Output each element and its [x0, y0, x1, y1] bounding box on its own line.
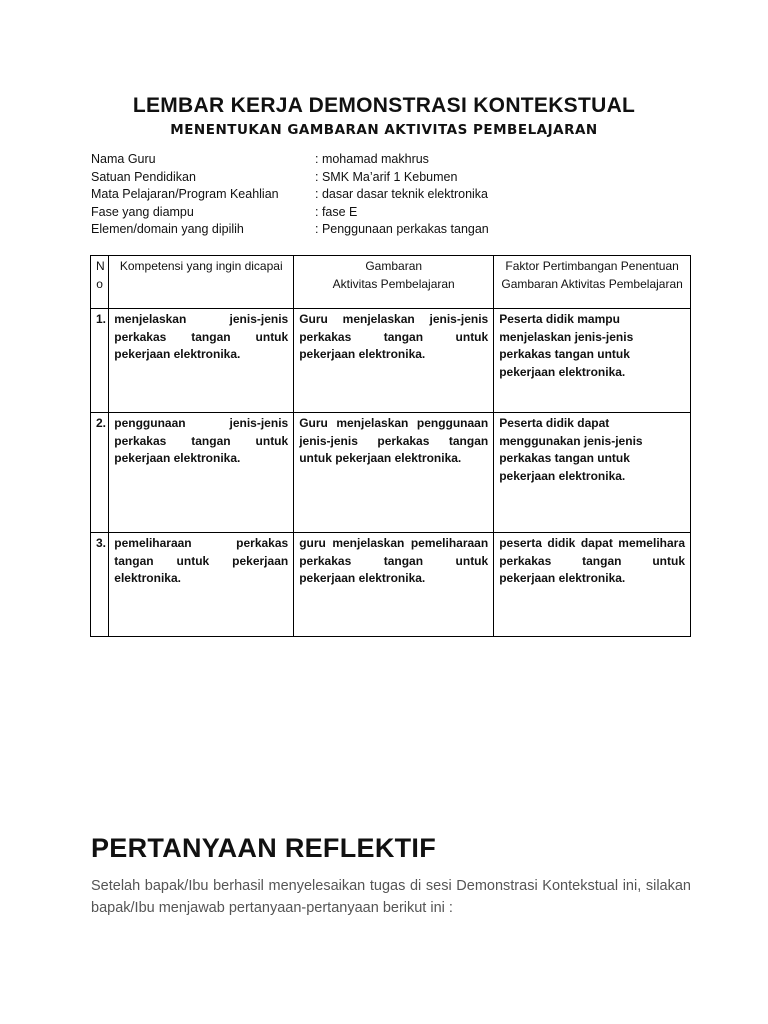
- cell-faktor: peserta didik dapat memelihara perkakas tangan untuk pekerjaan elektronika.: [494, 533, 691, 637]
- row-number: 3.: [91, 533, 109, 637]
- activity-table: [90, 255, 691, 637]
- header-no-line2: o: [96, 276, 103, 291]
- cell-gambaran: Guru menjelaskan penggunaan jenis-jenis perkakas tangan untuk pekerjaan elektronika.: [294, 413, 494, 533]
- reflection-paragraph: Setelah bapak/Ibu berhasil menyelesaikan tugas di sesi Demonstrasi Kontekstual ini, silakan bapak/Ibu menjawab pertanyaan-pertanyaan berikut ini :: [91, 878, 691, 916]
- header-no: [91, 256, 109, 309]
- info-row-elemen: [91, 222, 691, 240]
- header-no-line1: N: [96, 259, 105, 273]
- table-row: [91, 533, 691, 637]
- info-value: : fase E: [315, 204, 358, 219]
- info-value: : dasar dasar teknik elektronika: [315, 187, 489, 201]
- info-label: Elemen/domain yang dipilih: [91, 222, 244, 236]
- table-row: [91, 413, 691, 533]
- row-number: 1.: [91, 309, 109, 413]
- info-row-satuan-pendidikan: [91, 170, 691, 188]
- header-kompetensi: Kompetensi yang ingin dicapai: [109, 256, 294, 309]
- document-title: LEMBAR KERJA DEMONSTRASI KONTEKSTUAL: [132, 94, 636, 117]
- table-header-row: [91, 256, 691, 309]
- info-label: Mata Pelajaran/Program Keahlian: [91, 187, 279, 201]
- info-value: : mohamad makhrus: [315, 152, 429, 166]
- info-label: Fase yang diampu: [91, 204, 194, 219]
- info-row-fase: [91, 205, 691, 223]
- header-gambaran-line1: Gambaran: [365, 259, 423, 273]
- info-value: : SMK Ma’arif 1 Kebumen: [315, 169, 458, 184]
- table-row: [91, 309, 691, 413]
- cell-kompetensi: pemeliharaan perkakas tangan untuk pekerjaan elektronika.: [109, 533, 294, 637]
- info-label: Satuan Pendidikan: [91, 169, 196, 184]
- cell-gambaran: guru menjelaskan pemeliharaan perkakas tangan untuk pekerjaan elektronika.: [294, 533, 494, 637]
- header-gambaran-line2: Aktivitas Pembelajaran: [332, 276, 455, 291]
- cell-kompetensi: menjelaskan jenis-jenis perkakas tangan untuk pekerjaan elektronika.: [109, 309, 294, 413]
- reflection-heading: PERTANYAAN REFLEKTIF: [91, 833, 437, 863]
- info-block: [91, 152, 691, 240]
- row-number: 2.: [91, 413, 109, 533]
- document-subtitle: MENENTUKAN GAMBARAN AKTIVITAS PEMBELAJARAN: [170, 122, 598, 138]
- header-faktor: Faktor Pertimbangan Penentuan Gambaran Aktivitas Pembelajaran: [494, 256, 691, 309]
- info-label: Nama Guru: [91, 152, 156, 166]
- info-row-mata-pelajaran: [91, 187, 691, 205]
- cell-faktor: Peserta didik dapat menggunakan jenis-jenis perkakas tangan untuk pekerjaan elektronika.: [494, 413, 691, 533]
- info-value: : Penggunaan perkakas tangan: [315, 222, 489, 236]
- cell-faktor: Peserta didik mampu menjelaskan jenis-jenis perkakas tangan untuk pekerjaan elektronika.: [494, 309, 691, 413]
- cell-kompetensi: penggunaan jenis-jenis perkakas tangan untuk pekerjaan elektronika.: [109, 413, 294, 533]
- cell-gambaran: Guru menjelaskan jenis-jenis perkakas tangan untuk pekerjaan elektronika.: [294, 309, 494, 413]
- header-gambaran: [294, 256, 494, 309]
- info-row-nama-guru: [91, 152, 691, 170]
